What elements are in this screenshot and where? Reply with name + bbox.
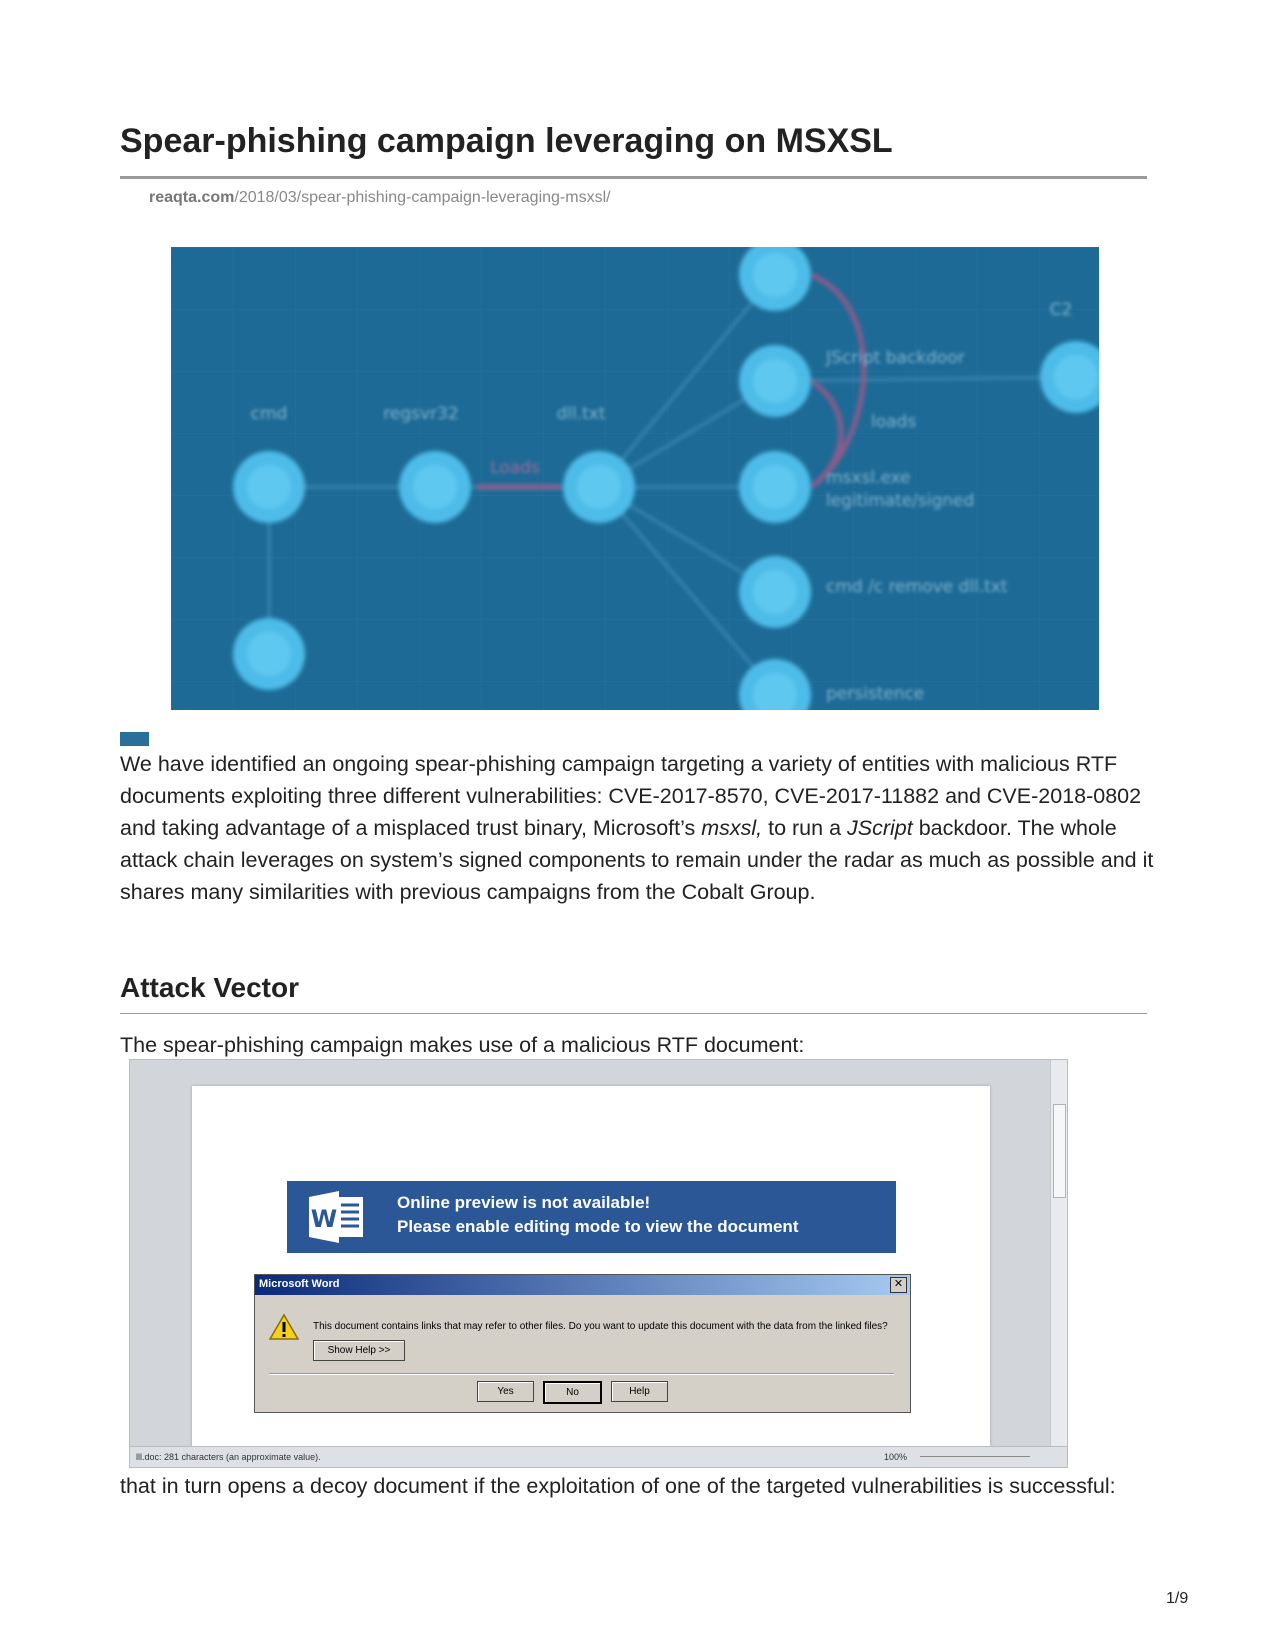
dialog-titlebar — [255, 1275, 910, 1295]
dialog-message: This document contains links that may refer to other files. Do you want to update this document with the data from the linked files? — [313, 1321, 888, 1332]
banner-line-2: Please enable editing mode to view the document — [397, 1217, 799, 1236]
source-url[interactable] — [149, 189, 611, 207]
msword-dialog — [254, 1274, 911, 1413]
hero-label-signed: legitimate/signed — [826, 491, 975, 511]
banner-line-1: Online preview is not available! — [397, 1193, 651, 1212]
vertical-scrollbar[interactable] — [1050, 1060, 1067, 1446]
hero-label-persistence: persistence — [826, 684, 925, 704]
hero-image-attack-chain — [171, 247, 1099, 710]
article-title: Spear-phishing campaign leveraging on MSXSL — [120, 122, 893, 160]
dialog-separator — [269, 1373, 894, 1375]
section-divider — [120, 1013, 1147, 1014]
intro-text-2: to run a — [762, 816, 847, 840]
status-bar — [130, 1446, 1067, 1467]
dialog-title: Microsoft Word — [259, 1278, 340, 1290]
intro-em-msxsl: msxsl, — [701, 816, 763, 840]
node-cmd-child — [233, 618, 305, 690]
node-msxsl — [739, 451, 811, 523]
node-cmd — [233, 451, 305, 523]
hero-edge-label: Loads — [490, 458, 540, 478]
scrollbar-thumb[interactable] — [1053, 1104, 1066, 1198]
intro-em-jscript: JScript — [847, 816, 913, 840]
status-word-count: lll.doc: 281 characters (an approximate value). — [136, 1452, 321, 1462]
hero-label-c2: C2 — [1049, 300, 1073, 320]
help-button[interactable]: Help — [611, 1381, 668, 1402]
url-domain[interactable]: reaqta.com — [149, 189, 235, 206]
no-button[interactable]: No — [543, 1381, 602, 1404]
hero-label-msxsl: msxsl.exe — [826, 468, 911, 488]
hero-label-remove: cmd /c remove dll.txt — [826, 577, 1008, 597]
hero-label-regsvr32: regsvr32 — [383, 404, 459, 424]
hero-label-jscript: JScript backdoor — [826, 348, 965, 368]
node-remove — [739, 556, 811, 628]
hero-label-cmd: cmd — [250, 404, 288, 424]
inline-thumbnail — [120, 732, 149, 746]
preview-banner — [287, 1181, 896, 1253]
hero-label-dll: dll.txt — [556, 404, 606, 424]
intro-text-3: backdoor. The whole attack chain leverages on system’s signed components to remain under the radar as much as possible and it shares many similarities with previous campaigns from the Cobalt Group. — [120, 816, 1154, 904]
url-path[interactable]: /2018/03/spear-phishing-campaign-leveraging-msxsl/ — [234, 189, 611, 206]
hero-label-loads: loads — [871, 412, 917, 432]
close-icon[interactable]: ✕ — [890, 1277, 907, 1293]
node-jscript — [739, 345, 811, 417]
node-dll — [563, 451, 635, 523]
svg-text:W: W — [310, 1205, 338, 1233]
word-screenshot — [129, 1059, 1068, 1468]
decoy-paragraph: that in turn opens a decoy document if the exploitation of one of the targeted vulnerabilities is successful: — [120, 1474, 1116, 1498]
yes-button[interactable]: Yes — [477, 1381, 534, 1402]
warning-icon — [269, 1313, 299, 1341]
show-help-button[interactable]: Show Help >> — [313, 1340, 405, 1361]
zoom-slider[interactable] — [920, 1456, 1030, 1457]
section-heading: Attack Vector — [120, 972, 299, 1003]
page-number: 1/9 — [1166, 1590, 1189, 1607]
intro-text-1: We have identified an ongoing spear-phishing campaign targeting a variety of entities with malicious RTF documents exploiting three different vulnerabilities: CVE-2017-8570, CVE-2017-11882 and CVE-2018-0802 and taking advantage of a misplaced trust binary, Microsoft’s — [120, 752, 1142, 840]
attack-vector-paragraph: The spear-phishing campaign makes use of a malicious RTF document: — [120, 1033, 805, 1057]
status-zoom[interactable]: 100% — [884, 1452, 908, 1462]
node-regsvr32 — [399, 451, 471, 523]
intro-paragraph — [120, 748, 1160, 908]
word-logo-icon — [309, 1191, 365, 1243]
title-divider — [120, 176, 1147, 179]
